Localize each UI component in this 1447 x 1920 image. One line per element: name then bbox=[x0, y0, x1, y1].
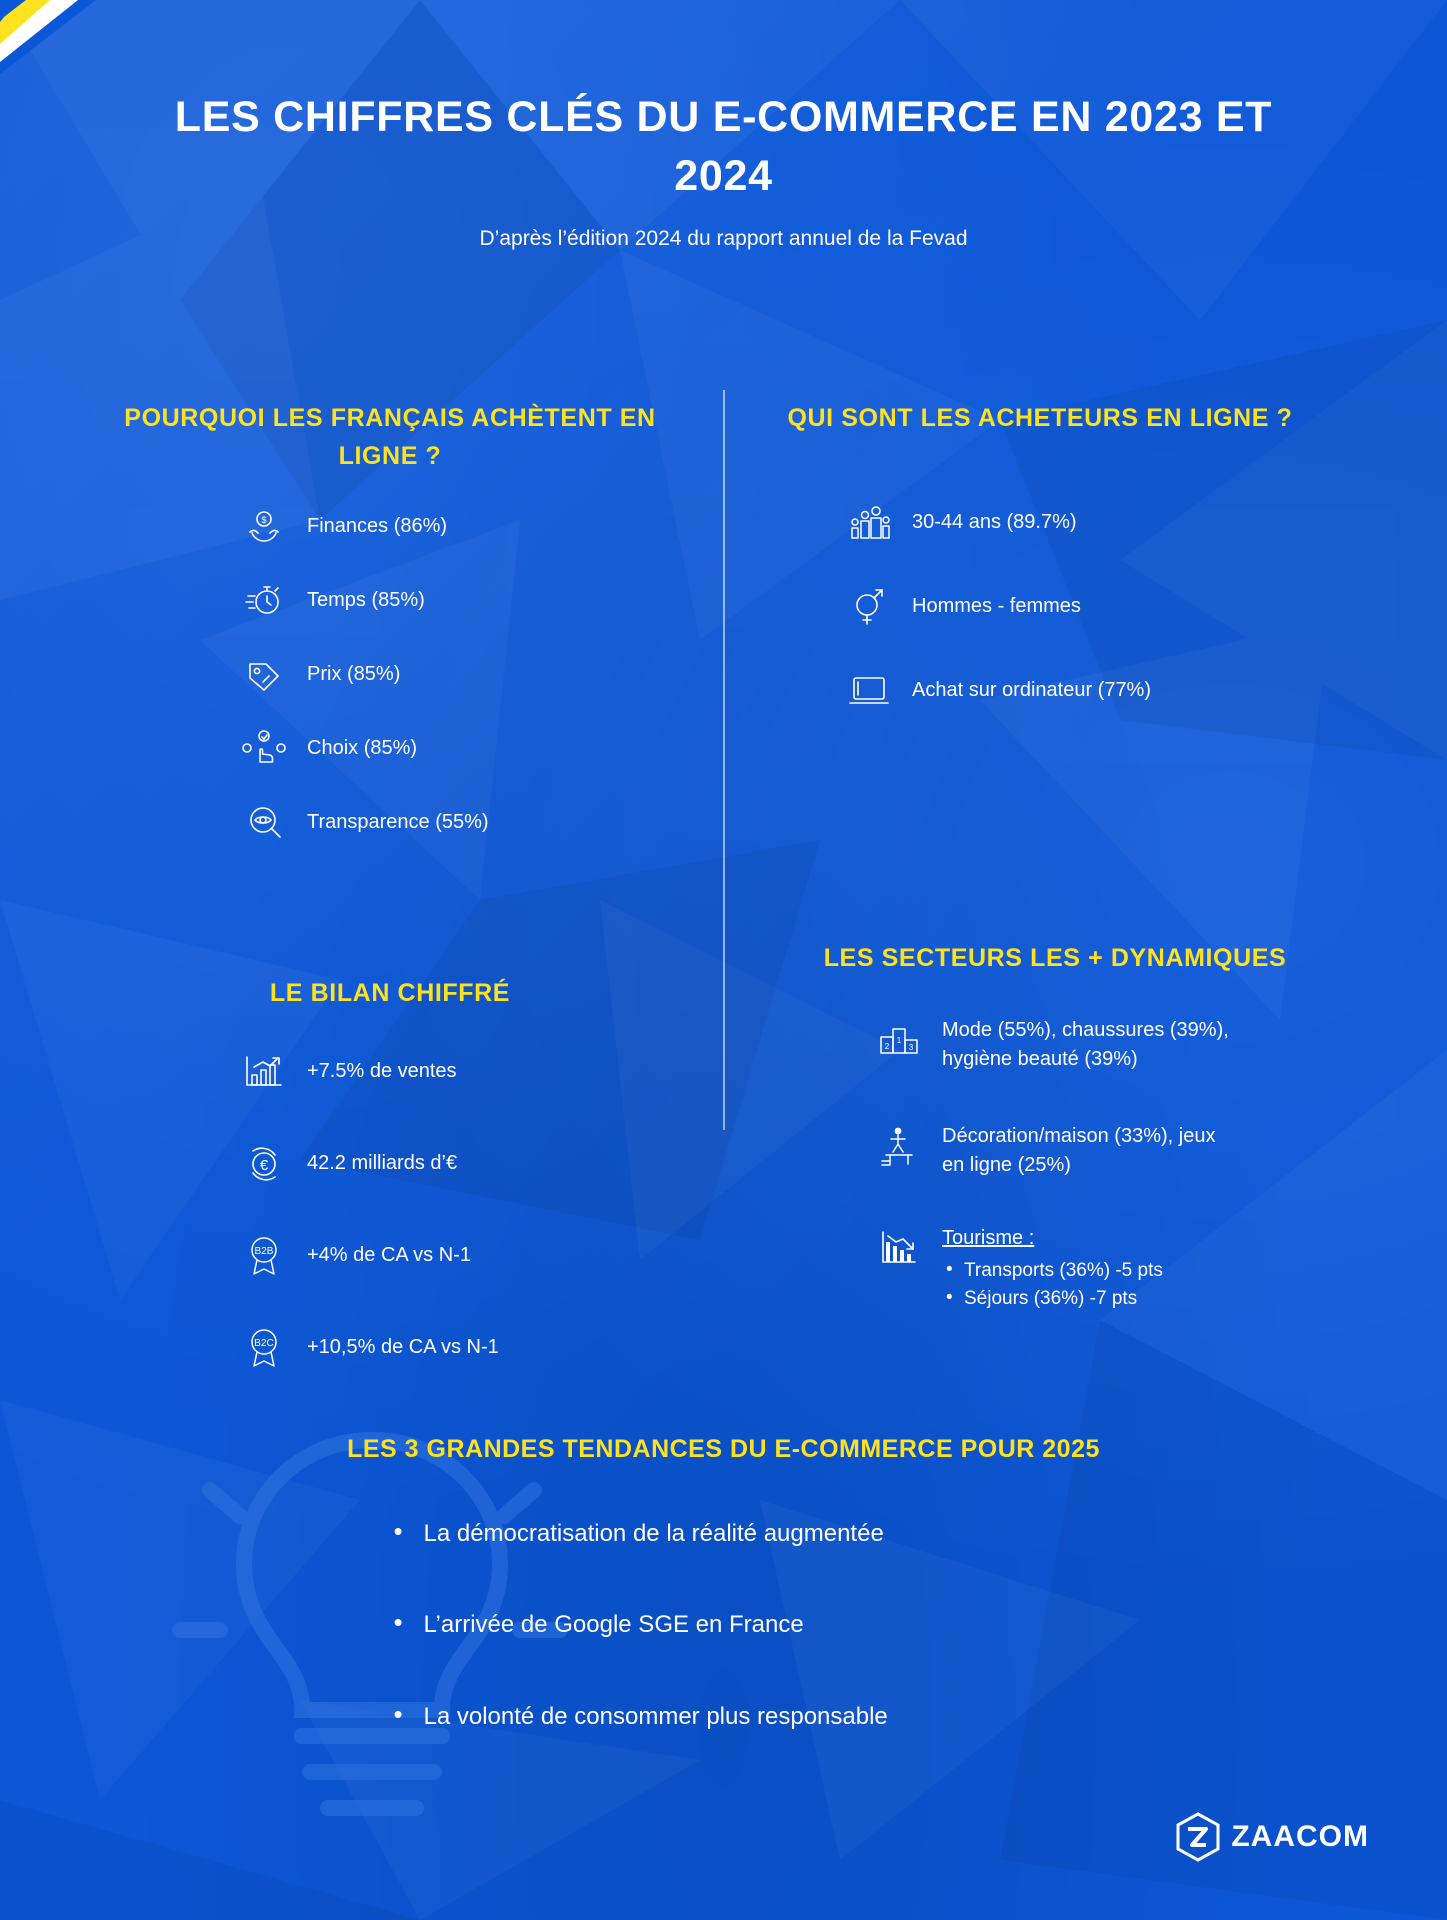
section-trends-title: LES 3 GRANDES TENDANCES DU E-COMMERCE POUR 2025 bbox=[347, 1435, 1100, 1463]
page-title: LES CHIFFRES CLÉS DU E-COMMERCE EN 2023 ET 2024 bbox=[174, 93, 1273, 201]
svg-text:B2C: B2C bbox=[254, 1337, 274, 1349]
tourism-bullets bbox=[942, 1257, 1163, 1314]
eye-magnifier-icon bbox=[235, 797, 293, 847]
list-item: • L’arrivée de Google SGE en France bbox=[384, 1608, 1064, 1642]
list-item-label: Mode (55%), chaussures (39%), hygiène beauté (39%) bbox=[942, 1018, 1229, 1070]
computer-icon bbox=[840, 666, 898, 716]
list-item-label: Choix (85%) bbox=[307, 736, 418, 759]
section-why bbox=[110, 400, 670, 871]
declining-chart-icon bbox=[870, 1224, 928, 1274]
list-item-tourism bbox=[870, 1224, 1350, 1314]
list-item: • Séjours (36%) -7 pts bbox=[942, 1285, 1163, 1314]
list-item bbox=[840, 582, 1320, 632]
list-item-label: 42.2 milliards d’€ bbox=[307, 1152, 458, 1174]
furniture-icon bbox=[870, 1122, 928, 1172]
section-balance bbox=[110, 975, 670, 1397]
list-item bbox=[235, 1323, 670, 1373]
list-item-label: Prix (85%) bbox=[307, 662, 401, 685]
list-item bbox=[235, 1139, 670, 1189]
euro-coin-icon bbox=[235, 1139, 293, 1189]
svg-text:€: € bbox=[259, 1156, 269, 1174]
logo-text: ZAACOM bbox=[1231, 1820, 1369, 1853]
header bbox=[0, 88, 1447, 251]
footer-logo[interactable] bbox=[1175, 1812, 1369, 1862]
list-item: • La volonté de consommer plus responsable bbox=[384, 1700, 1064, 1734]
list-item bbox=[235, 1231, 670, 1281]
section-who bbox=[760, 400, 1320, 740]
section-sectors bbox=[760, 940, 1350, 1338]
section-why-title: POURQUOI LES FRANÇAIS ACHÈTENT EN LIGNE ? bbox=[124, 404, 656, 470]
list-item-label: Décoration/maison (33%), jeux en ligne (25%) bbox=[942, 1124, 1216, 1176]
svg-text:1: 1 bbox=[896, 1035, 902, 1045]
list-item bbox=[840, 666, 1320, 716]
list-item-label: Finances (86%) bbox=[307, 514, 448, 537]
list-item bbox=[840, 498, 1320, 548]
svg-text:$: $ bbox=[261, 515, 267, 525]
zaacom-logo-icon bbox=[1175, 1812, 1221, 1862]
section-trends bbox=[0, 1430, 1447, 1792]
list-item bbox=[870, 1122, 1350, 1180]
list-item bbox=[235, 797, 670, 847]
family-group-icon bbox=[840, 498, 898, 548]
list-item-label: Temps (85%) bbox=[307, 588, 425, 611]
list-item bbox=[235, 649, 670, 699]
list-item-label: +7.5% de ventes bbox=[307, 1060, 457, 1082]
section-who-title: QUI SONT LES ACHETEURS EN LIGNE ? bbox=[787, 404, 1293, 432]
list-item: • La démocratisation de la réalité augmentée bbox=[384, 1517, 1064, 1551]
hand-money-icon bbox=[235, 501, 293, 551]
section-balance-title: LE BILAN CHIFFRÉ bbox=[269, 979, 511, 1007]
list-item bbox=[235, 1047, 670, 1097]
list-item bbox=[235, 575, 670, 625]
list-item bbox=[235, 501, 670, 551]
trends-list bbox=[384, 1517, 1064, 1734]
list-item-label: Achat sur ordinateur (77%) bbox=[912, 679, 1152, 701]
list-item-label: 30-44 ans (89.7%) bbox=[912, 511, 1077, 533]
list-item-label: Transparence (55%) bbox=[307, 810, 489, 833]
growth-chart-icon bbox=[235, 1047, 293, 1097]
svg-text:2: 2 bbox=[884, 1041, 890, 1051]
gender-symbols-icon bbox=[840, 582, 898, 632]
tourism-label: Tourisme : bbox=[942, 1226, 1035, 1249]
svg-text:B2B: B2B bbox=[254, 1245, 274, 1257]
section-sectors-title: LES SECTEURS LES + DYNAMIQUES bbox=[823, 944, 1287, 972]
list-item: • Transports (36%) -5 pts bbox=[942, 1257, 1163, 1286]
list-item bbox=[235, 723, 670, 773]
b2b-badge-icon bbox=[235, 1231, 293, 1281]
svg-text:3: 3 bbox=[908, 1042, 914, 1052]
price-tag-icon bbox=[235, 649, 293, 699]
list-item bbox=[870, 1016, 1350, 1074]
list-item-label: Hommes - femmes bbox=[912, 595, 1081, 617]
hand-select-icon bbox=[235, 723, 293, 773]
stopwatch-icon bbox=[235, 575, 293, 625]
page-subtitle: D’après l’édition 2024 du rapport annuel de la Fevad bbox=[479, 226, 968, 250]
list-item-label: +10,5% de CA vs N-1 bbox=[307, 1336, 499, 1358]
b2c-badge-icon bbox=[235, 1323, 293, 1373]
vertical-divider bbox=[723, 390, 725, 1130]
list-item-label: +4% de CA vs N-1 bbox=[307, 1244, 471, 1266]
podium-icon bbox=[870, 1016, 928, 1066]
